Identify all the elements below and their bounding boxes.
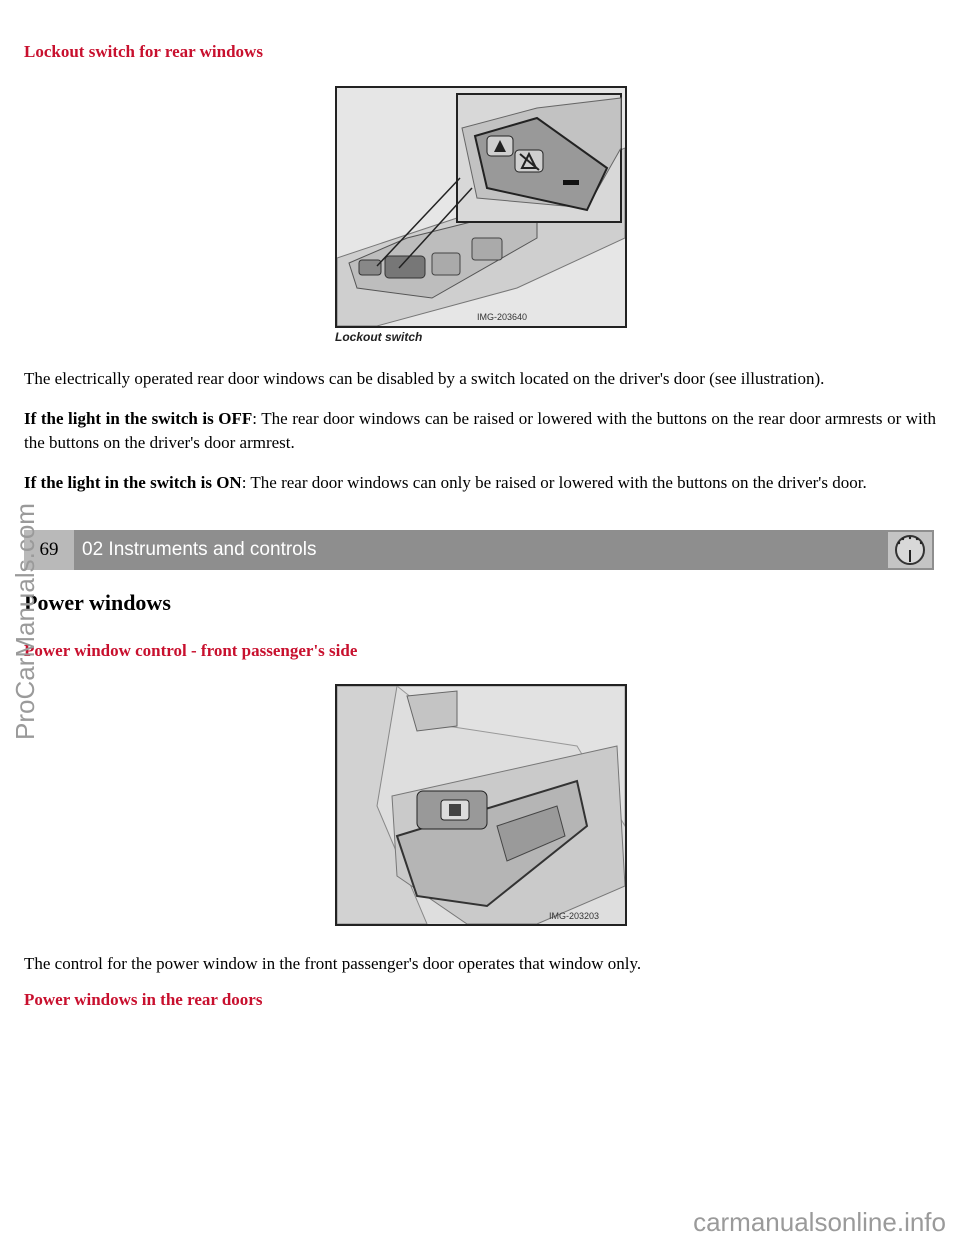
switch-on-text: : The rear door windows can only be raised or lowered with the buttons on the driver's door. — [241, 473, 867, 492]
front-passenger-heading: Power window control - front passenger's side — [24, 641, 358, 660]
side-watermark: ProCarManuals.com — [10, 503, 40, 740]
switch-on-paragraph — [24, 471, 936, 495]
passenger-control-paragraph: The control for the power window in the front passenger's door operates that window only. — [24, 954, 642, 973]
lockout-switch-illustration — [337, 88, 625, 326]
chapter-title: 02 Instruments and controls — [82, 539, 317, 560]
figure-caption: Lockout switch — [335, 330, 423, 344]
switch-off-label: If the light in the switch is OFF — [24, 409, 253, 428]
intro-paragraph: The electrically operated rear door windows can be disabled by a switch located on the driver's door (see illustration). — [24, 369, 825, 388]
figure-image-id: IMG-203640 — [477, 312, 528, 322]
passenger-control-illustration — [337, 686, 625, 924]
power-windows-title: Power windows — [24, 590, 171, 615]
switch-off-paragraph — [24, 407, 936, 455]
lockout-switch-heading: Lockout switch for rear windows — [24, 42, 263, 61]
switch-on-label: If the light in the switch is ON — [24, 473, 242, 492]
figure2-image-id: IMG-203203 — [549, 911, 600, 921]
page-number: 69 — [24, 530, 74, 570]
bottom-watermark: carmanualsonline.info — [693, 1207, 946, 1237]
rear-doors-heading: Power windows in the rear doors — [24, 990, 263, 1009]
passenger-control-figure — [335, 684, 627, 926]
gauge-icon — [888, 532, 932, 568]
switch-off-text: : The rear door windows can be raised or lowered with the buttons on the rear door armrests or with the buttons on the driver's door armrest. — [24, 409, 936, 452]
lockout-switch-figure — [335, 86, 627, 328]
chapter-header-bar — [24, 530, 934, 570]
